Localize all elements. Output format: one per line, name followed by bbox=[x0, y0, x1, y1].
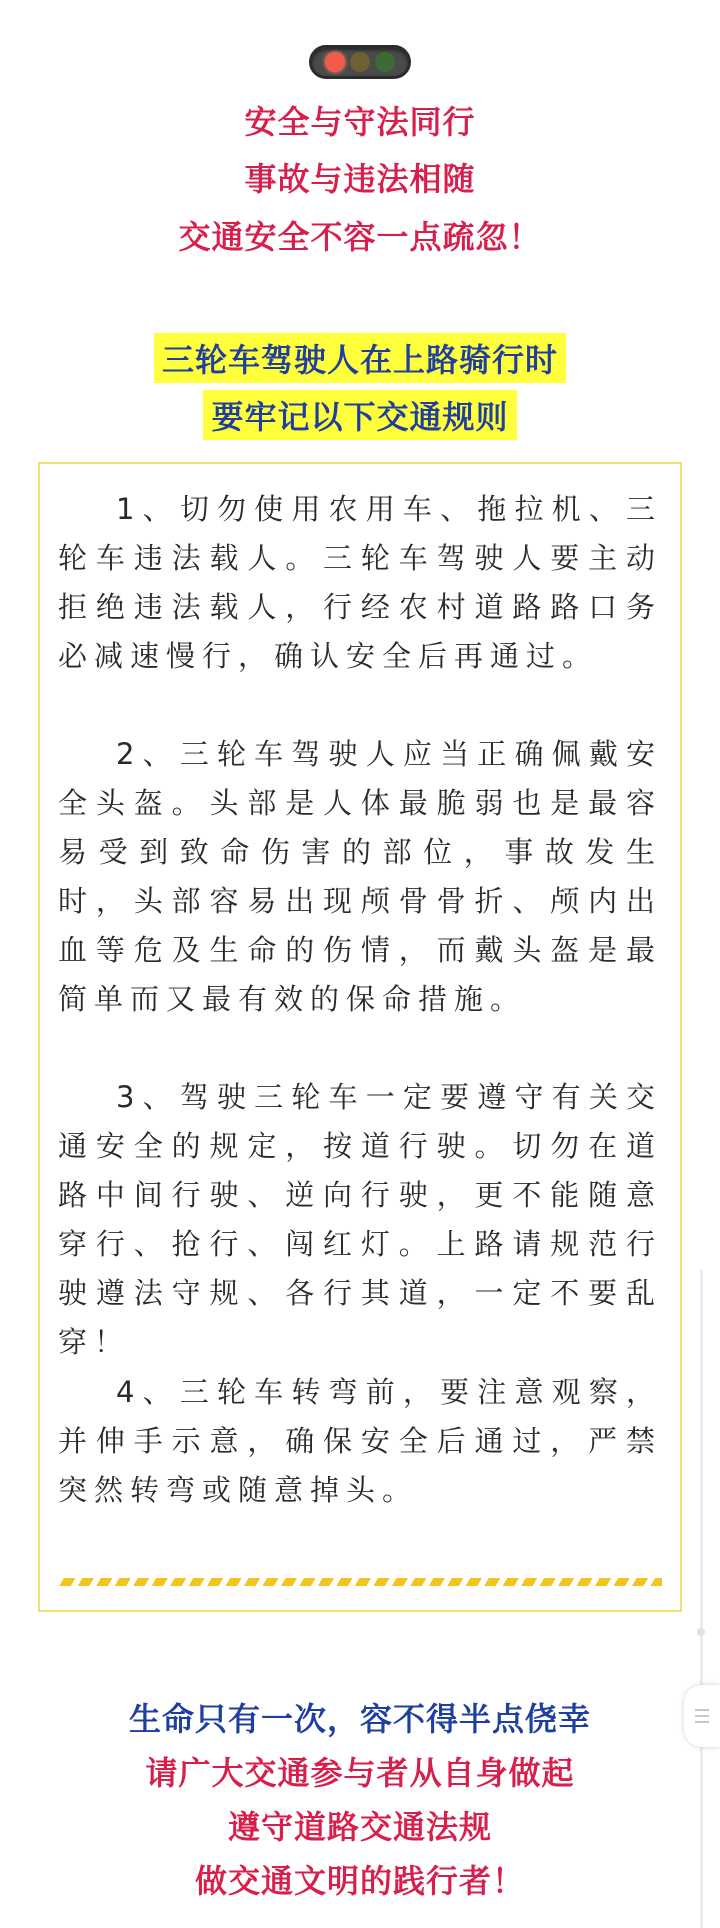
header-line-3: 交通安全不容一点疏忽！ bbox=[178, 218, 542, 256]
green-light bbox=[375, 52, 395, 72]
rule-3: 3、驾驶三轮车一定要遵守有关交通安全的规定，按道行驶。切勿在道路中间行驶、逆向行驶，更不能随意穿行、抢行、闯红灯。上路请规范行驶遵法守规、各行其道，一定不要乱穿！ bbox=[58, 1080, 662, 1359]
highlight-line-2-wrap bbox=[0, 390, 720, 440]
highlight-line-2: 要牢记以下交通规则 bbox=[203, 390, 516, 440]
scroll-indicator-dot bbox=[697, 1628, 705, 1636]
header-line-1: 安全与守法同行 bbox=[244, 103, 476, 141]
scroll-handle[interactable] bbox=[684, 1685, 720, 1747]
traffic-light-icon bbox=[309, 45, 411, 79]
scroll-handle-icon bbox=[695, 1709, 709, 1723]
yellow-light bbox=[350, 52, 370, 72]
footer-line-2: 请广大交通参与者从自身做起 bbox=[145, 1754, 575, 1792]
highlight-line-1-wrap bbox=[0, 333, 720, 383]
header-line-2: 事故与违法相随 bbox=[244, 160, 476, 198]
footer-line-1: 生命只有一次，容不得半点侥幸 bbox=[128, 1700, 591, 1738]
footer-line-4: 做交通文明的践行者！ bbox=[194, 1862, 525, 1900]
red-light bbox=[325, 52, 345, 72]
scrollbar-track[interactable] bbox=[700, 1270, 703, 1928]
decorative-stripe bbox=[58, 1578, 662, 1586]
footer-line-3: 遵守道路交通法规 bbox=[227, 1808, 492, 1846]
rule-2: 2、三轮车驾驶人应当正确佩戴安全头盔。头部是人体最脆弱也是最容易受到致命伤害的部位，事故发生时，头部容易出现颅骨骨折、颅内出血等危及生命的伤情，而戴头盔是最简单而又最有效的保命措施。 bbox=[58, 737, 662, 1016]
highlight-line-1: 三轮车驾驶人在上路骑行时 bbox=[154, 333, 566, 383]
rule-4: 4、三轮车转弯前，要注意观察，并伸手示意，确保安全后通过，严禁突然转弯或随意掉头。 bbox=[58, 1375, 662, 1507]
rule-1: 1、切勿使用农用车、拖拉机、三轮车违法载人。三轮车驾驶人要主动拒绝违法载人，行经农村道路路口务必减速慢行，确认安全后再通过。 bbox=[58, 492, 662, 673]
